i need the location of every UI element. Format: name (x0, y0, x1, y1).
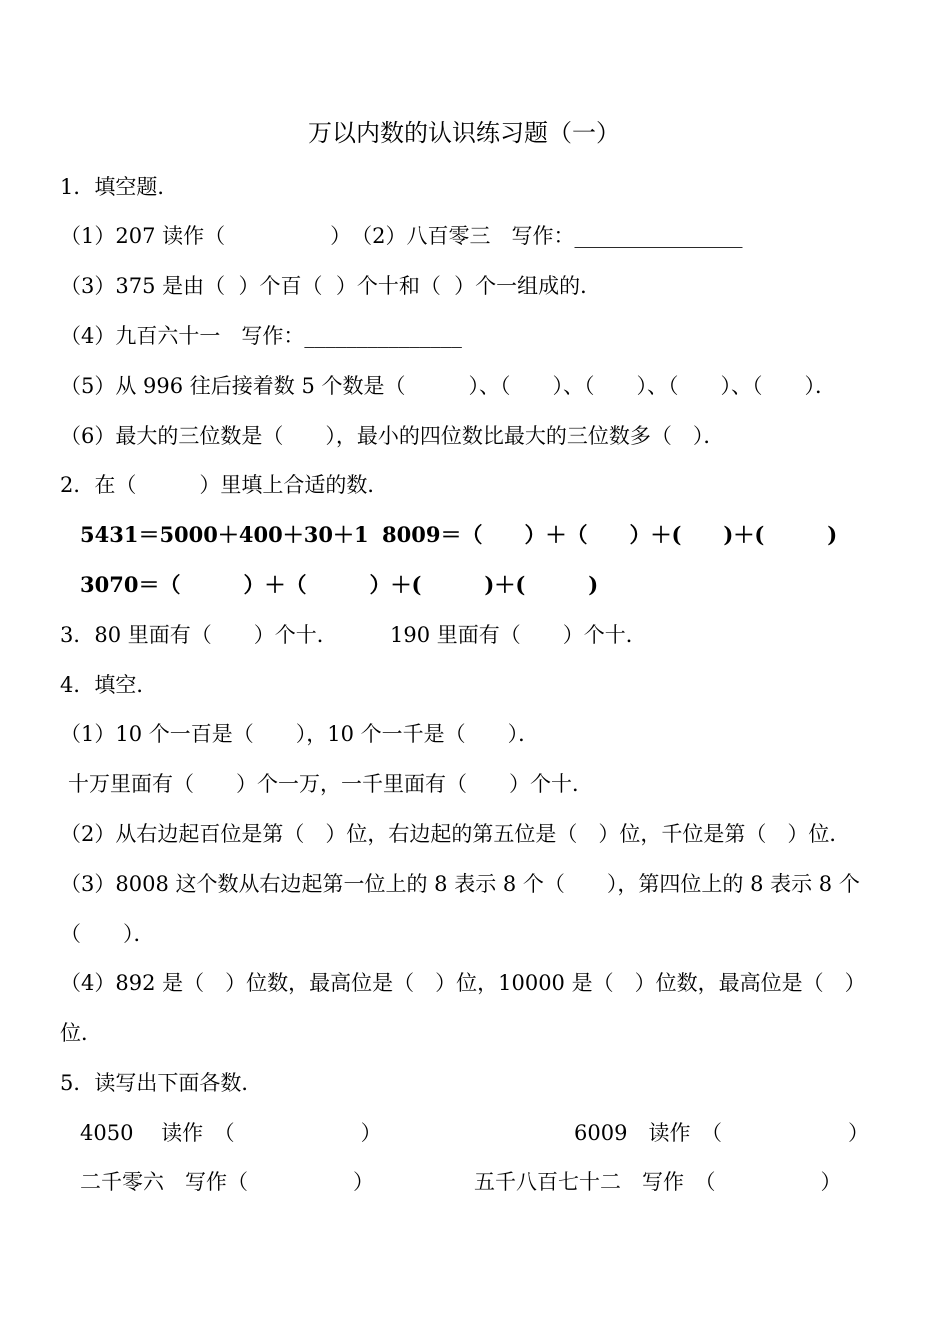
question-4-item-4: （4）892 是（ ）位数，最高位是（ ）位，10000 是（ ）位数，最高位是（ ） (60, 971, 866, 995)
question-1-item-5: （5）从 996 往后接着数 5 个数是（ ）、（ ）、（ ）、（ ）、（ ）． (60, 374, 837, 398)
question-3-part-b: 190 里面有（ ）个十． (390, 623, 647, 647)
question-5-item-2006: 二千零六 写作（ ） (80, 1170, 374, 1194)
question-2-item-3070: 3070＝（ ）＋（ ）＋( )＋( ) (80, 572, 599, 597)
question-5-item-6009: 6009 读作 （ ） (574, 1121, 869, 1145)
question-1-item-1-2: （1）207 读作（ ） （2）八百零三 写作：________________ (60, 224, 743, 248)
question-5-item-5872: 五千八百七十二 写作 （ ） (474, 1170, 842, 1194)
question-4-item-3-cont: （ ）． (60, 922, 155, 946)
question-1-heading: 1．填空题． (60, 175, 179, 199)
question-3-part-a: 3．80 里面有（ ）个十． (60, 623, 338, 647)
question-2-item-8009: 8009＝（ ）＋（ ）＋( )＋( ) (382, 522, 838, 547)
question-4-item-2: （2）从右边起百位是第（ ）位，右边起的第五位是（ ）位，千位是第（ ）位． (60, 822, 851, 846)
question-4-item-1-cont: 十万里面有（ ）个一万，一千里面有（ ）个十． (68, 772, 593, 796)
question-2-heading: 2．在（ ）里填上合适的数． (60, 473, 389, 497)
question-1-item-4: （4）九百六十一 写作：_______________ (60, 324, 462, 348)
question-1-item-6: （6）最大的三位数是（ ），最小的四位数比最大的三位数多（ ）． (60, 424, 725, 448)
page-title: 万以内数的认识练习题（一） (308, 119, 620, 147)
question-4-heading: 4．填空． (60, 673, 158, 697)
question-4-item-1: （1）10 个一百是（ ），10 个一千是（ ）． (60, 722, 540, 746)
question-4-item-3: （3）8008 这个数从右边起第一位上的 8 表示 8 个（ ），第四位上的 8 表示 8 个 (60, 872, 860, 896)
question-1-item-3: （3）375 是由（ ）个百（ ）个十和（ ）个一组成的． (60, 274, 602, 298)
question-4-item-4-cont: 位． (60, 1021, 102, 1045)
question-5-heading: 5．读写出下面各数． (60, 1071, 263, 1095)
question-5-item-4050: 4050 读作 （ ） (80, 1121, 382, 1145)
question-2-example: 5431＝5000＋400＋30＋1 (80, 522, 369, 547)
